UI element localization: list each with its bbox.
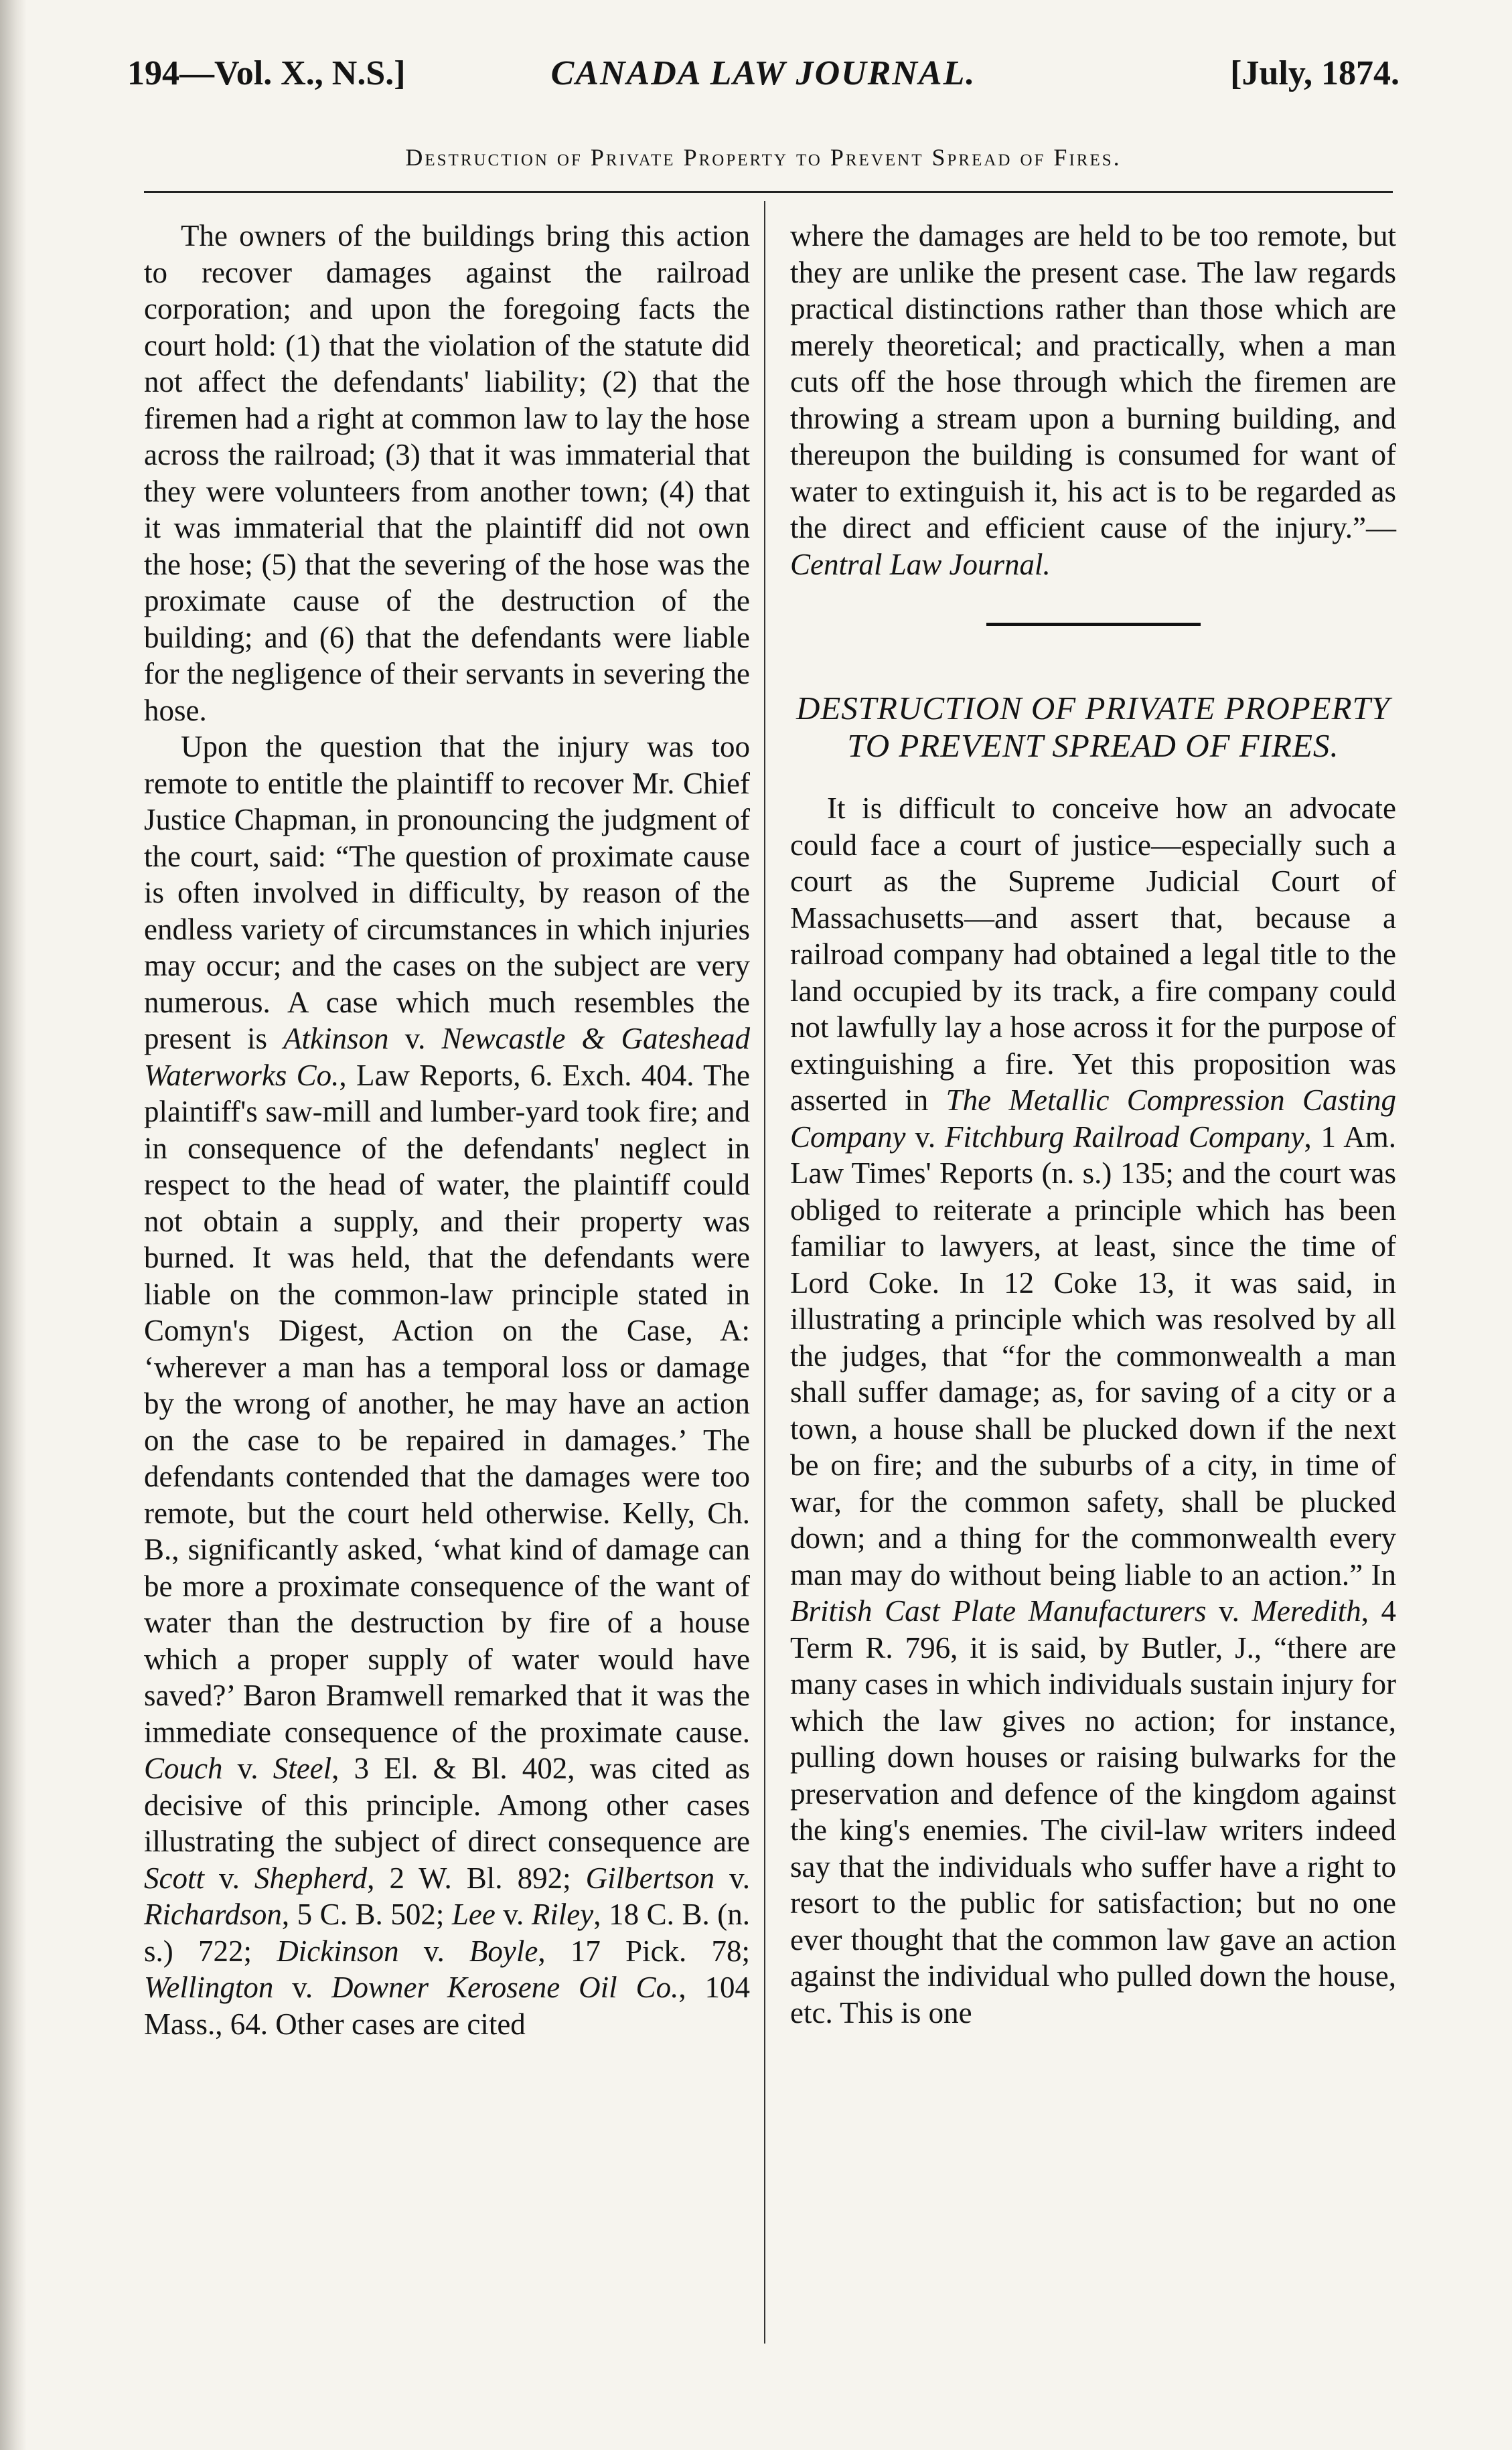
page-volume-label: 194—Vol. X., N.S.] xyxy=(127,54,406,92)
case-name: Gilbertson xyxy=(585,1861,715,1895)
section-divider xyxy=(986,623,1201,626)
paragraph: Upon the question that the injury was too remote to entitle the plaintiff to recover Mr. Chief Justice Chapman, in pronouncing the judgment of the court, said: “The question of proximate cause is often involved in difficulty, by reason of the endless variety of circumstances in which injuries may occur; and the cases on the subject are very numerous. A case which much resembles the present is Atkinson v. Newcastle & Gateshead Waterworks Co., Law Reports, 6. Exch. 404. The plaintiff's saw-mill and lumber-yard took fire; and in consequence of the defendants' neglect in respect to the head of water, the plaintiff could not obtain a supply, and their property was burned. It was held, that the defendants were liable on the common-law principle stated in Comyn's Digest, Action on the Case, A: ‘wherever a man has a temporal loss or damage by the wrong of another, he may have an action on the case to be repaired in damages.’ The defendants contended that the damages were too remote, but the court held otherwise. Kelly, Ch. B., significantly asked, ‘what kind of damage can be more a proximate consequence of the want of water than the destruction by fire of a house which a proper supply of water would have saved?’ Baron Bramwell remarked that it was the immediate consequence of the proximate cause. Couch v. Steel, 3 El. & Bl. 402, was cited as decisive of this principle. Among other cases illustrating the subject of direct consequence are Scott v. Shepherd, 2 W. Bl. 892; Gilbertson v. Richardson, 5 C. B. 502; Lee v. Riley, 18 C. B. (n. s.) 722; Dickinson v. Boyle, 17 Pick. 78; Wellington v. Downer Kerosene Oil Co., 104 Mass., 64. Other cases are cited xyxy=(144,730,751,2041)
case-name: Boyle xyxy=(469,1934,538,1968)
case-name: Shepherd xyxy=(254,1861,368,1895)
header-rule xyxy=(144,191,1393,193)
case-name: Atkinson xyxy=(283,1022,389,1055)
right-column xyxy=(790,218,1396,2031)
paragraph: The owners of the buildings bring this action to recover damages against the railroad corporation; and upon the foregoing facts the court hold: (1) that the violation of the statute did not affect the defendants' liability; (2) that the firemen had a right at common law to lay the hose across the railroad; (3) that it was immaterial that they were volunteers from another town; (4) that it was immaterial that the plaintiff did not own the hose; (5) that the severing of the hose was the proximate cause of the destruction of the building; and (6) that the defendants were liable for the negligence of their servants in severing the hose. xyxy=(144,219,750,727)
case-name: Couch xyxy=(144,1752,223,1785)
case-name: Scott xyxy=(144,1861,204,1895)
left-column xyxy=(144,218,750,2042)
case-name: Wellington xyxy=(144,1971,274,2004)
article-title: DESTRUCTION OF PRIVATE PROPERTY TO PREVENT SPREAD OF FIRES. xyxy=(796,690,1391,764)
paragraph: It is difficult to conceive how an advocate could face a court of justice—especially such a court as the Supreme Judicial Court of Massachusetts—and assert that, because a railroad company had obtained a legal title to the land occupied by its track, a fire company could not lawfully lay a hose across it for the purpose of extinguishing a fire. Yet this proposition was asserted in The Metallic Compression Casting Company v. Fitchburg Railroad Company, 1 Am. Law Times' Reports (n. s.) 135; and the court was obliged to reiterate a principle which has been familiar to lawyers, at least, since the time of Lord Coke. In 12 Coke 13, it was said, in illustrating a principle which was resolved by all the judges, that “for the commonwealth a man shall suffer damage; as, for saving of a city or a town, a house shall be plucked down if the next be on fire; and the suburbs of a city, in time of war, for the common safety, shall be plucked down; and a thing for the commonwealth every man may do without being liable to an action.” In British Cast Plate Manufacturers v. Meredith, 4 Term R. 796, it is said, by Butler, J., “there are many cases in which individuals sustain injury for which the law gives no action; for instance, pulling down houses or raising bulwarks for the preservation and defence of the kingdom against the king's enemies. The civil-law writers indeed say that the individuals who suffer have a right to resort to the public for satisfaction; but no one ever thought that the common law gave an action against the individual who pulled down the house, etc. This is one xyxy=(790,791,1397,2030)
binding-shadow xyxy=(0,0,27,2450)
case-name: Lee xyxy=(451,1898,496,1931)
case-name: Richardson xyxy=(144,1898,282,1931)
source-citation: Central Law Journal. xyxy=(790,547,1051,581)
case-name: Newcastle & Gateshead Waterworks Co. xyxy=(144,1022,750,1092)
case-name: Dickinson xyxy=(277,1934,399,1968)
case-name: Fitchburg Railroad Company xyxy=(944,1120,1304,1154)
case-name: The Metallic Compression Casting Company xyxy=(790,1083,1397,1154)
column-divider xyxy=(764,201,765,2344)
case-name: Riley xyxy=(531,1898,594,1931)
case-name: Downer Kerosene Oil Co. xyxy=(331,1971,679,2004)
running-head xyxy=(127,54,1400,107)
subject-heading: Destruction of Private Property to Prevent Spread of Fires. xyxy=(405,144,1122,171)
case-name: Steel xyxy=(273,1752,332,1785)
paragraph: where the damages are held to be too remote, but they are unlike the present case. The law regards practical distinctions rather than those which are merely theoretical; and practically, when a man cuts off the hose through which the firemen are throwing a stream upon a burning building, and thereupon the building is consumed for want of water to extinguish it, his act is to be regarded as the direct and efficient cause of the injury.”—Central Law Journal. xyxy=(790,219,1396,581)
issue-date: [July, 1874. xyxy=(1230,54,1400,92)
journal-title: CANADA LAW JOURNAL. xyxy=(550,54,976,92)
case-name: Meredith xyxy=(1252,1594,1361,1628)
case-name: British Cast Plate Manufacturers xyxy=(790,1594,1207,1628)
